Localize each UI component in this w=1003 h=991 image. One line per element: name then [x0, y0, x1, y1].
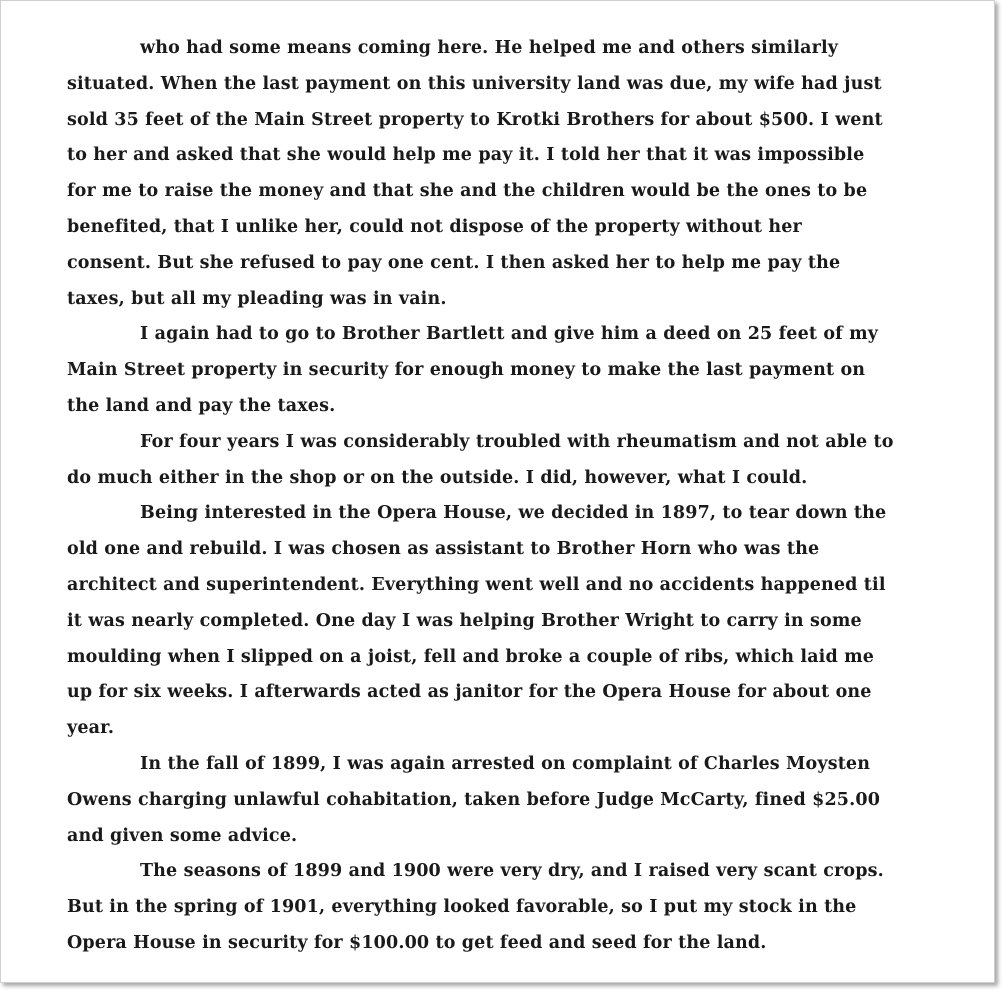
text-line: situated. When the last payment on this university land was due, my wife had just — [67, 73, 882, 94]
text-line: benefited, that I unlike her, could not dispose of the property without her — [67, 216, 802, 237]
text-line: who had some means coming here. He helped me and others similarly — [140, 38, 839, 58]
text-line: sold 35 feet of the Main Street property to Krotki Brothers for about $500. I went — [67, 109, 883, 130]
text-line: year. — [67, 718, 115, 739]
text-line: old one and rebuild. I was chosen as assistant to Brother Horn who was the — [67, 539, 820, 560]
text-line: to her and asked that she would help me pay it. I told her that it was impossible — [67, 145, 865, 166]
text-line: Main Street property in security for enough money to make the last payment on — [67, 360, 866, 381]
text-line: But in the spring of 1901, everything looked favorable, so I put my stock in the — [67, 897, 857, 918]
text-line: and given some advice. — [67, 825, 298, 846]
text-line: it was nearly completed. One day I was helping Brother Wright to carry in some — [67, 610, 862, 631]
text-line: up for six weeks. I afterwards acted as janitor for the Opera House for about one — [67, 682, 872, 703]
text-line: The seasons of 1899 and 1900 were very dry, and I raised very scant crops. — [140, 861, 884, 882]
text-line: Being interested in the Opera House, we decided in 1897, to tear down the — [140, 503, 887, 524]
text-line: Owens charging unlawful cohabitation, taken before Judge McCarty, fined $25.00 — [67, 789, 881, 810]
text-line: I again had to go to Brother Bartlett and give him a deed on 25 feet of my — [140, 324, 879, 345]
text-line: architect and superintendent. Everything went well and no accidents happened til — [67, 574, 886, 595]
text-line: taxes, but all my pleading was in vain. — [67, 288, 447, 309]
text-line: For four years I was considerably troubled with rheumatism and not able to — [140, 431, 894, 452]
text-line: for me to raise the money and that she and the children would be the ones to be — [67, 181, 868, 202]
text-line: do much either in the shop or on the outside. I did, however, what I could. — [67, 467, 808, 488]
document-text-body — [67, 31, 947, 962]
text-line: moulding when I slipped on a joist, fell and broke a couple of ribs, which laid me — [67, 646, 875, 667]
text-line: Opera House in security for $100.00 to get feed and seed for the land. — [67, 932, 767, 953]
text-line: the land and pay the taxes. — [67, 395, 336, 416]
text-line: consent. But she refused to pay one cent. I then asked her to help me pay the — [67, 252, 841, 273]
text-line: In the fall of 1899, I was again arrested on complaint of Charles Moysten — [140, 753, 871, 774]
